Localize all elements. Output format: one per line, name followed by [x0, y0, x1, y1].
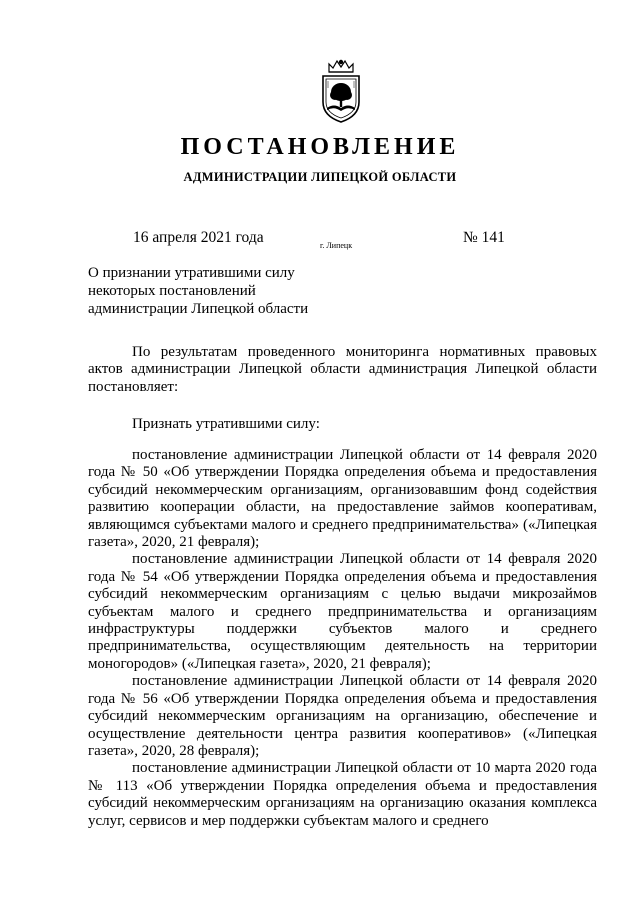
repealed-acts-list	[88, 447, 597, 830]
resolve-paragraph: Признать утратившими силу:	[132, 416, 320, 432]
document-heading	[88, 264, 388, 318]
heading-line: некоторых постановлений	[88, 283, 256, 299]
intro-paragraph: По результатам проведенного мониторинга нормативных правовых актов администрации Липецкой области администрация Липецкой области постановляет:	[88, 344, 597, 395]
heading-line: администрации Липецкой области	[88, 301, 309, 317]
list-item: постановление администрации Липецкой области от 14 февраля 2020 года № 56 «Об утверждении Порядка определения объема и предоставления субсидий некоммерческим организациям на организацию, обеспечение и осуществление деятельности центра развития кооперативов» («Липецкая газета», 2020, 28 февраля);	[88, 673, 597, 759]
list-item: постановление администрации Липецкой области от 10 марта 2020 года № 113 «Об утверждении Порядка определения объема и предоставления субсидий некоммерческим организациям на организацию оказания комплекса услуг, сервисов и мер поддержки субъектам малого и среднего	[88, 760, 597, 829]
document-number: № 141	[463, 229, 505, 246]
list-item: постановление администрации Липецкой области от 14 февраля 2020 года № 54 «Об утверждении Порядка определения объема и предоставления субсидий некоммерческим организациям с целью выдачи микрозаймов субъектам малого и среднего предпринимательства и организациям инфраструктуры поддержки субъектов малого и среднего предпринимательства, осуществляющим деятельность на территории моногородов» («Липецкая газета», 2020, 21 февраля);	[88, 551, 597, 672]
document-date: 16 апреля 2021 года	[133, 229, 264, 246]
issuing-authority: АДМИНИСТРАЦИИ ЛИПЕЦКОЙ ОБЛАСТИ	[183, 170, 457, 184]
heading-line: О признании утратившими силу	[88, 265, 295, 281]
document-city: г. Липецк	[320, 241, 353, 250]
list-item: постановление администрации Липецкой области от 14 февраля 2020 года № 50 «Об утверждении Порядка определения объема и предоставления субсидий некоммерческим организациям, организовавшим фонд содействия развитию кооперации области, на предоставление займов кооперативам, являющимся субъектами малого и среднего предпринимательства» («Липецкая газета», 2020, 21 февраля);	[88, 447, 597, 551]
coat-of-arms-icon	[317, 58, 365, 126]
document-title: ПОСТАНОВЛЕНИЕ	[180, 134, 460, 160]
